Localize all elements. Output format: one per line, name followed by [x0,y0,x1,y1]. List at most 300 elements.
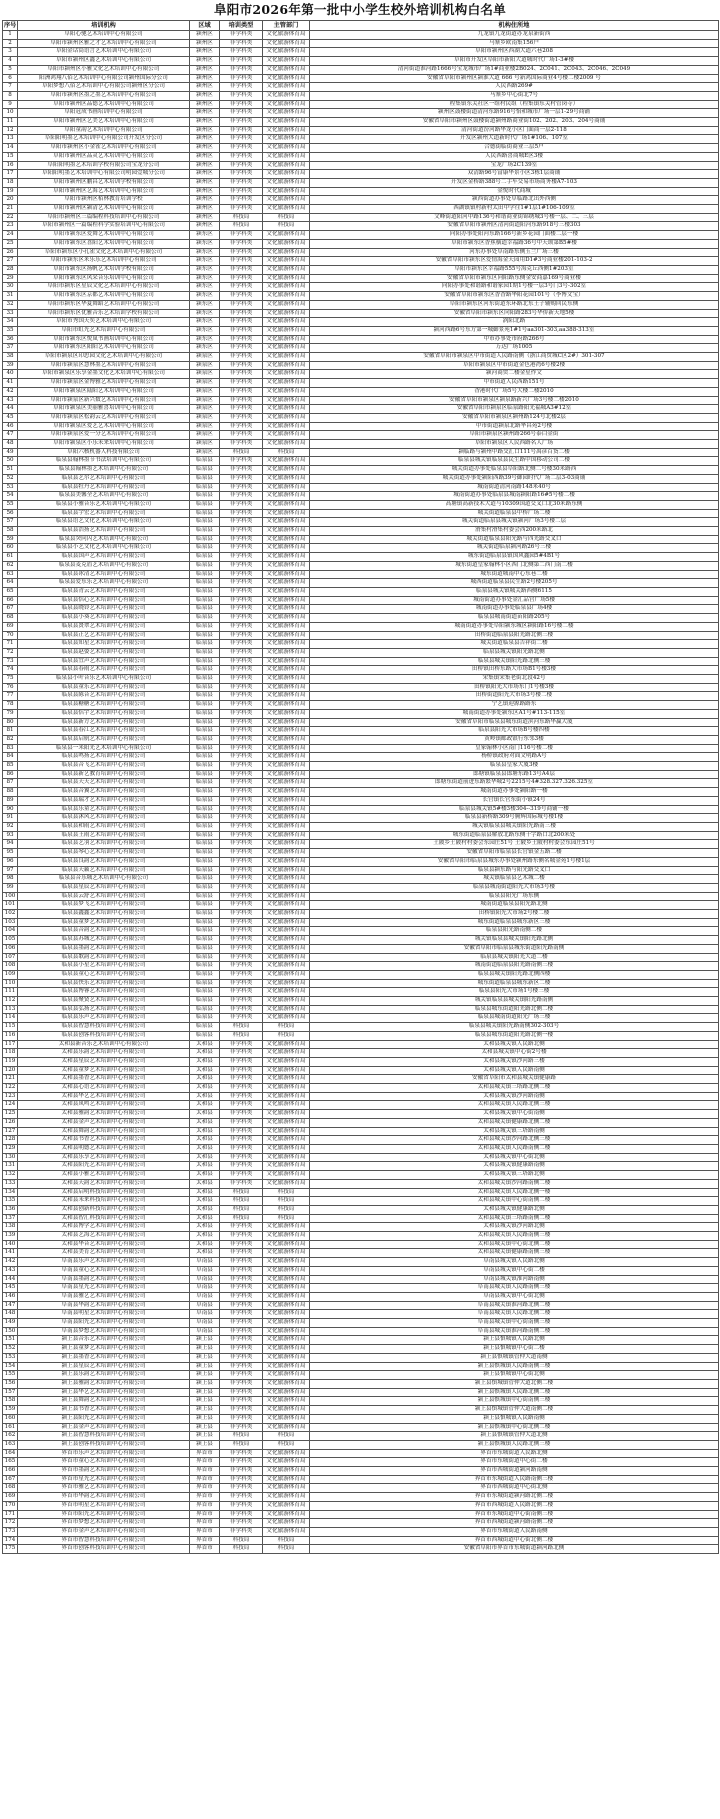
cell-dept: 文化旅游体育局 [263,1145,310,1154]
cell-dept: 文化旅游体育局 [263,396,310,405]
cell-address: 西湖镇镇村新村太田中学往1#1层1#106-109室 [310,205,719,214]
cell-type: 非学科类 [220,431,263,440]
cell-address: 临泉县城关镇阳光路北侧 [310,648,719,657]
cell-no: 58 [3,527,18,536]
cell-no: 52 [3,474,18,483]
cell-district: 太和县 [190,1249,220,1258]
cell-address: 阜南县城关镇人民路北侧 [310,1258,719,1267]
table-row [3,1188,719,1197]
cell-name: 阜南县明星艺术培训中心有限公司 [18,1310,190,1319]
cell-address: 颍上县慎城镇中心街北侧 [310,1371,719,1380]
cell-type: 非学科类 [220,74,263,83]
cell-name: 阜阳市颍东区喜阳艺术培训中心有限公司 [18,239,190,248]
cell-name: 阜阳梦想八佰艺术培训中心有限公司颍州区分公司 [18,83,190,92]
cell-name: 临泉县沐风艺术培训中心有限公司 [18,814,190,823]
table-row [3,875,719,884]
cell-no: 107 [3,953,18,962]
cell-no: 155 [3,1371,18,1380]
cell-name: 界首市雅艺艺术培训中心有限公司 [18,1484,190,1493]
cell-no: 14 [3,144,18,153]
cell-type: 非学科类 [220,1336,263,1345]
cell-district: 临泉县 [190,944,220,953]
cell-name: 阜阳市颍州区鹏昌艺术培训学校有限公司 [18,178,190,187]
cell-type: 非学科类 [220,527,263,536]
cell-no: 67 [3,605,18,614]
cell-address: 阜阳市颍泉区人民西路名人广场 [310,440,719,449]
cell-dept: 文化旅游体育局 [263,1519,310,1528]
cell-no: 153 [3,1353,18,1362]
cell-no: 38 [3,353,18,362]
cell-district: 临泉县 [190,701,220,710]
cell-dept: 文化旅游体育局 [263,866,310,875]
cell-address: 太和县城关镇健康路南侧三楼 [310,1249,719,1258]
table-row [3,1023,719,1032]
cell-address: 颍上县慎城镇管仲大道南侧 [310,1353,719,1362]
table-row [3,1205,719,1214]
cell-type: 非学科类 [220,466,263,475]
cell-no: 131 [3,1162,18,1171]
cell-dept: 文化旅游体育局 [263,509,310,518]
table-row [3,1145,719,1154]
cell-district: 太和县 [190,1136,220,1145]
cell-dept: 文化旅游体育局 [263,413,310,422]
table-row [3,405,719,414]
cell-district: 太和县 [190,1223,220,1232]
cell-name: 阜阳市颍州区小雅文化艺术培训中心有限公司 [18,65,190,74]
cell-type: 非学科类 [220,1258,263,1267]
cell-district: 临泉县 [190,997,220,1006]
cell-district: 临泉县 [190,1031,220,1040]
cell-type: 非学科类 [220,1127,263,1136]
table-row [3,1493,719,1502]
cell-type: 非学科类 [220,631,263,640]
cell-dept: 文化旅游体育局 [263,326,310,335]
cell-address: 宝龙广场2C139室 [310,161,719,170]
cell-no: 56 [3,509,18,518]
table-row [3,605,719,614]
cell-address: 太和县城关镇健康路南侧 [310,1162,719,1171]
cell-address: 安徽省阜阳市颍州区清河街道阳河东路918号三楼303 [310,222,719,231]
cell-address: 城南街道办事处临泉县城南颍阳路16#5号楼二楼 [310,492,719,501]
cell-dept: 文化旅游体育局 [263,1153,310,1162]
cell-dept: 文化旅游体育局 [263,857,310,866]
cell-no: 165 [3,1458,18,1467]
cell-name: 临泉县弘扬艺术培训中心有限公司 [18,1005,190,1014]
cell-type: 非学科类 [220,265,263,274]
table-row [3,1362,719,1371]
cell-type: 非学科类 [220,1397,263,1406]
table-row [3,1249,719,1258]
cell-type: 非学科类 [220,857,263,866]
cell-district: 颍州区 [190,109,220,118]
cell-type: 非学科类 [220,901,263,910]
table-row [3,500,719,509]
cell-address: 城南街道临泉县阳光路南侧三楼 [310,962,719,971]
cell-district: 界首市 [190,1527,220,1536]
cell-name: 颍上县雅韵艺术培训中心有限公司 [18,1379,190,1388]
cell-dept: 科技局 [263,222,310,231]
cell-district: 临泉县 [190,518,220,527]
cell-dept: 文化旅游体育局 [263,1040,310,1049]
cell-no: 140 [3,1240,18,1249]
cell-no: 49 [3,448,18,457]
cell-district: 颍东区 [190,283,220,292]
cell-dept: 文化旅游体育局 [263,1092,310,1101]
cell-dept: 科技局 [263,1205,310,1214]
cell-address: 清河街道汾河路华龙小区门面商一层2-118 [310,126,719,135]
cell-no: 48 [3,440,18,449]
cell-no: 159 [3,1406,18,1415]
cell-no: 132 [3,1171,18,1180]
cell-address: 临泉县阳光大市场1号楼三楼 [310,988,719,997]
cell-dept: 文化旅游体育局 [263,779,310,788]
cell-type: 科技局 [220,1188,263,1197]
cell-no: 170 [3,1501,18,1510]
cell-no: 8 [3,91,18,100]
cell-address: 颍上县慎城镇人民路北侧 [310,1336,719,1345]
table-row [3,1449,719,1458]
cell-type: 非学科类 [220,1449,263,1458]
cell-district: 颍上县 [190,1379,220,1388]
cell-type: 非学科类 [220,370,263,379]
cell-name: 临泉县知星艺术培训中心有限公司 [18,640,190,649]
cell-district: 颍上县 [190,1345,220,1354]
cell-type: 非学科类 [220,588,263,597]
cell-type: 非学科类 [220,196,263,205]
cell-district: 界首市 [190,1545,220,1554]
cell-dept: 文化旅游体育局 [263,31,310,40]
cell-address: 田桥镇田桥东路大市场B1号楼3楼 [310,666,719,675]
cell-name: 阜南县星光艺术培训中心有限公司 [18,1284,190,1293]
cell-type: 非学科类 [220,970,263,979]
cell-no: 75 [3,675,18,684]
cell-name: 阜南县阳光艺术培训中心有限公司 [18,1319,190,1328]
cell-address: 太和县城关镇健康路北侧二楼 [310,1118,719,1127]
cell-name: 颍上县舞韵艺术培训中心有限公司 [18,1397,190,1406]
cell-address: 宋集镇宋集老街北段42号 [310,675,719,684]
cell-type: 非学科类 [220,135,263,144]
cell-dept: 文化旅游体育局 [263,187,310,196]
cell-name: 阜阳童韵艺术培训中心有限公司 [18,126,190,135]
cell-type: 非学科类 [220,1301,263,1310]
cell-dept: 文化旅游体育局 [263,640,310,649]
cell-address: 颍上县慎城镇中心街二楼 [310,1345,719,1354]
cell-no: 117 [3,1040,18,1049]
cell-address: 太和县城关镇中心街南侧 [310,1110,719,1119]
cell-district: 颍泉区 [190,431,220,440]
cell-type: 非学科类 [220,361,263,370]
table-row [3,953,719,962]
cell-district: 颍上县 [190,1353,220,1362]
table-row [3,788,719,797]
cell-type: 科技局 [220,448,263,457]
cell-district: 颍州区 [190,100,220,109]
cell-no: 119 [3,1057,18,1066]
cell-dept: 文化旅游体育局 [263,344,310,353]
cell-no: 45 [3,413,18,422]
table-row [3,344,719,353]
cell-name: 太和县金声艺术培训中心有限公司 [18,1118,190,1127]
cell-dept: 文化旅游体育局 [263,796,310,805]
table-row [3,1423,719,1432]
cell-name: 阜南县华韵艺术培训中心有限公司 [18,1301,190,1310]
cell-name: 临泉县美馨全艺术培训中心有限公司 [18,492,190,501]
cell-dept: 文化旅游体育局 [263,283,310,292]
cell-type: 科技局 [220,1023,263,1032]
cell-address: 临泉县阳光路南侧二楼 [310,927,719,936]
cell-dept: 文化旅游体育局 [263,744,310,753]
cell-dept: 文化旅游体育局 [263,474,310,483]
cell-no: 102 [3,910,18,919]
cell-type: 非学科类 [220,318,263,327]
cell-type: 非学科类 [220,1249,263,1258]
cell-name: 阜南县乐声艺术培训中心有限公司 [18,1258,190,1267]
table-row [3,1475,719,1484]
cell-name: 临泉县博睿艺术培训中心有限公司 [18,988,190,997]
cell-dept: 文化旅游体育局 [263,1493,310,1502]
cell-no: 109 [3,970,18,979]
cell-type: 非学科类 [220,248,263,257]
cell-name: 阜阳阳明墨艺术培训中心有限公司开发区分公司 [18,135,190,144]
cell-district: 颍上县 [190,1414,220,1423]
cell-dept: 文化旅游体育局 [263,614,310,623]
cell-address: 界首市西城街道颍河路南侧 [310,1467,719,1476]
cell-dept: 文化旅游体育局 [263,1406,310,1415]
cell-no: 124 [3,1101,18,1110]
cell-dept: 科技局 [263,1432,310,1441]
cell-dept: 文化旅游体育局 [263,735,310,744]
cell-name: 阜阳市颍东区爱舞艺术培训中心有限公司 [18,231,190,240]
cell-name: 临泉县童心艺术培训中心有限公司 [18,970,190,979]
cell-dept: 文化旅游体育局 [263,1458,310,1467]
cell-name: 界首市墨韵艺术培训中心有限公司 [18,1467,190,1476]
cell-type: 非学科类 [220,1066,263,1075]
table-row [3,326,719,335]
cell-dept: 文化旅游体育局 [263,379,310,388]
cell-name: 阜阳市颍东区悦岚书画培训中心有限公司 [18,335,190,344]
cell-type: 非学科类 [220,910,263,919]
cell-district: 太和县 [190,1084,220,1093]
cell-type: 非学科类 [220,1240,263,1249]
table-row [3,135,719,144]
cell-type: 非学科类 [220,1101,263,1110]
cell-type: 非学科类 [220,300,263,309]
table-row [3,979,719,988]
table-row [3,448,719,457]
cell-dept: 文化旅游体育局 [263,692,310,701]
cell-no: 23 [3,222,18,231]
cell-name: 太和县华音艺术培训中心有限公司 [18,1240,190,1249]
cell-dept: 文化旅游体育局 [263,300,310,309]
cell-type: 非学科类 [220,709,263,718]
cell-no: 116 [3,1031,18,1040]
cell-dept: 科技局 [263,1031,310,1040]
whitelist-table [2,20,719,1554]
table-row [3,622,719,631]
cell-district: 临泉县 [190,709,220,718]
cell-district: 临泉县 [190,622,220,631]
cell-no: 172 [3,1519,18,1528]
cell-address: 安徽省阜阳市颍东区向阳路283号华侨新天地5楼 [310,309,719,318]
cell-name: 太和县智汇科技培训中心有限公司 [18,1214,190,1223]
cell-address: 安徽省阜阳市临泉县长官镇金五路二楼 [310,849,719,858]
cell-district: 界首市 [190,1484,220,1493]
cell-name: 太和县华艺艺术培训中心有限公司 [18,1092,190,1101]
cell-dept: 文化旅游体育局 [263,927,310,936]
cell-dept: 文化旅游体育局 [263,170,310,179]
cell-dept: 文化旅游体育局 [263,770,310,779]
table-row [3,239,719,248]
cell-district: 临泉县 [190,970,220,979]
table-row [3,466,719,475]
cell-dept: 文化旅游体育局 [263,979,310,988]
cell-name: 临泉县新艺教育培训中心有限公司 [18,770,190,779]
cell-dept: 文化旅游体育局 [263,1423,310,1432]
table-row [3,1406,719,1415]
cell-name: 临泉县琴心艺术培训中心有限公司 [18,849,190,858]
cell-dept: 文化旅游体育局 [263,570,310,579]
cell-type: 非学科类 [220,1292,263,1301]
cell-name: 临泉县王雨艺术培训中心有限公司 [18,831,190,840]
table-row [3,1353,719,1362]
cell-type: 非学科类 [220,283,263,292]
table-row [3,161,719,170]
cell-name: 阜阳市颍泉区美丽雅喜培训中心有限公司 [18,405,190,414]
cell-district: 颍上县 [190,1432,220,1441]
cell-dept: 文化旅游体育局 [263,335,310,344]
cell-dept: 文化旅游体育局 [263,1240,310,1249]
cell-name: 太和县博学艺术培训中心有限公司 [18,1223,190,1232]
cell-type: 科技局 [220,1031,263,1040]
cell-address: 颍上县慎城镇管仲大道北侧二楼 [310,1379,719,1388]
cell-address: 颍上县慎城镇管仲大道南侧二楼 [310,1406,719,1415]
cell-address: 文峰街道阳河中路136号和谐商业街锦绣城3号楼一层、二、三层 [310,213,719,222]
cell-name: 阜阳市颍泉区爱一分艺术培训中心有限公司 [18,431,190,440]
cell-name: 阜阳市颍东区风采音乐培训中心有限公司 [18,274,190,283]
cell-dept: 文化旅游体育局 [263,762,310,771]
table-row [3,544,719,553]
cell-address: 城南街道临泉县阳光路北侧 [310,901,719,910]
cell-no: 6 [3,74,18,83]
cell-dept: 文化旅游体育局 [263,1388,310,1397]
cell-no: 134 [3,1188,18,1197]
table-row [3,1266,719,1275]
cell-address: 临泉县颍东路与阳光路交叉口 [310,866,719,875]
table-row [3,152,719,161]
table-row [3,65,719,74]
cell-dept: 文化旅游体育局 [263,1379,310,1388]
header-dept: 主管部门 [263,21,310,31]
table-row [3,762,719,771]
cell-name: 临泉县和雨艺术培训中心有限公司 [18,822,190,831]
cell-address: 九龙镇九龙街道办龙泉新街西 [310,31,719,40]
cell-no: 5 [3,65,18,74]
cell-type: 非学科类 [220,1266,263,1275]
cell-type: 非学科类 [220,31,263,40]
cell-no: 1 [3,31,18,40]
cell-address: 高塘镇高新技术大道与10309国道交叉口北30米路东侧 [310,500,719,509]
cell-no: 169 [3,1493,18,1502]
cell-no: 139 [3,1232,18,1241]
cell-name: 阜南县梦想艺术培训中心有限公司 [18,1327,190,1336]
table-row [3,1075,719,1084]
cell-district: 临泉县 [190,918,220,927]
table-row [3,126,719,135]
cell-type: 非学科类 [220,274,263,283]
cell-address: 临泉县新桥路309号腾辉国际城号楼1楼 [310,814,719,823]
cell-no: 136 [3,1205,18,1214]
cell-district: 临泉县 [190,466,220,475]
cell-type: 非学科类 [220,883,263,892]
table-row [3,666,719,675]
cell-district: 临泉县 [190,492,220,501]
cell-no: 103 [3,918,18,927]
table-row [3,170,719,179]
cell-no: 32 [3,300,18,309]
cell-dept: 文化旅游体育局 [263,1084,310,1093]
cell-district: 太和县 [190,1101,220,1110]
cell-name: 太和县艺海艺术培训中心有限公司 [18,1232,190,1241]
cell-district: 临泉县 [190,796,220,805]
cell-name: 临泉县春江艺术培训中心有限公司 [18,727,190,736]
cell-type: 非学科类 [220,979,263,988]
cell-no: 4 [3,57,18,66]
cell-dept: 文化旅游体育局 [263,666,310,675]
table-row [3,196,719,205]
cell-district: 颍东区 [190,335,220,344]
cell-type: 非学科类 [220,1379,263,1388]
cell-address: 临泉县城南街道阳光大市场3号楼 [310,883,719,892]
table-row [3,1501,719,1510]
cell-district: 颍东区 [190,274,220,283]
table-row [3,257,719,266]
cell-type: 非学科类 [220,814,263,823]
cell-no: 72 [3,648,18,657]
document-page [2,0,718,1554]
cell-type: 非学科类 [220,1145,263,1154]
cell-name: 临泉县突问闪艺术培训中心有限公司 [18,535,190,544]
cell-district: 颍东区 [190,257,220,266]
cell-no: 115 [3,1023,18,1032]
table-row [3,553,719,562]
cell-address: 万达广场1005 [310,344,719,353]
cell-type: 非学科类 [220,518,263,527]
cell-district: 临泉县 [190,936,220,945]
cell-type: 非学科类 [220,735,263,744]
cell-type: 科技局 [220,1536,263,1545]
cell-name: 太和县天韵艺术培训中心有限公司 [18,1179,190,1188]
cell-type: 非学科类 [220,622,263,631]
cell-address: 颍上县慎城镇人民路南侧 [310,1414,719,1423]
cell-district: 颍上县 [190,1423,220,1432]
cell-type: 非学科类 [220,48,263,57]
cell-no: 91 [3,814,18,823]
cell-name: 太和县新音乐艺术培训中心有限公司 [18,1040,190,1049]
table-row [3,1214,719,1223]
cell-no: 164 [3,1449,18,1458]
cell-type: 非学科类 [220,1057,263,1066]
cell-type: 非学科类 [220,1458,263,1467]
cell-name: 界首市金声艺术培训中心有限公司 [18,1527,190,1536]
cell-address: 界首市西城街道中心街北侧二楼 [310,1536,719,1545]
cell-type: 非学科类 [220,944,263,953]
cell-no: 25 [3,239,18,248]
cell-dept: 文化旅游体育局 [263,1258,310,1267]
table-row [3,1118,719,1127]
cell-dept: 文化旅游体育局 [263,1101,310,1110]
cell-no: 148 [3,1310,18,1319]
cell-address: 临泉县城关镇阳光路北侧四楼 [310,970,719,979]
